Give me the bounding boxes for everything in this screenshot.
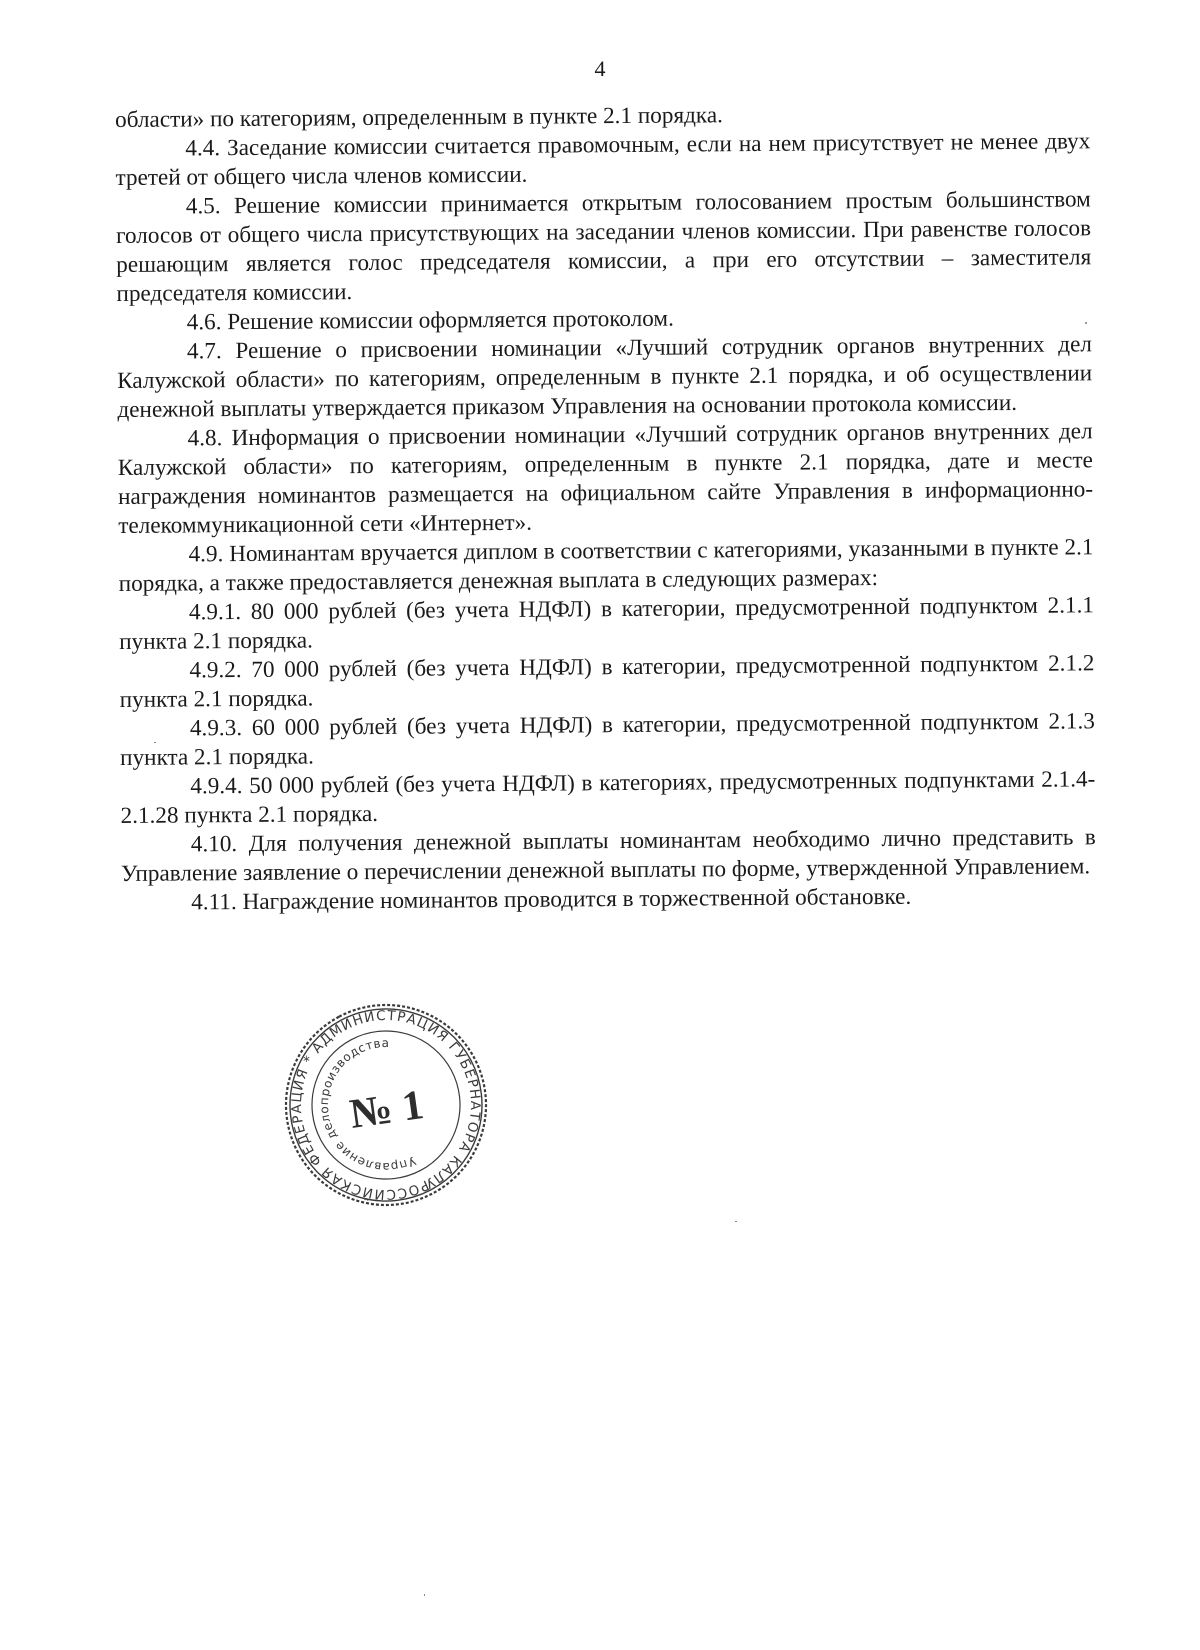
paragraph-4-9-4: 4.9.4. 50 000 рублей (без учета НДФЛ) в категориях, предусмотренных подпунктами 2.1.4-2.1.28 пункта 2.1 порядка.	[120, 766, 1096, 829]
paragraph-4-9: 4.9. Номинантам вручается диплом в соответствии с категориями, указанными в пункте 2.1 порядка, а также предоставляется денежная выплата в следующих размерах:	[118, 534, 1094, 597]
scan-speck	[424, 1594, 425, 1596]
scan-speck	[154, 742, 156, 743]
paragraph-4-9-1: 4.9.1. 80 000 рублей (без учета НДФЛ) в категории, предусмотренной подпунктом 2.1.1 пункта 2.1 порядка.	[119, 592, 1095, 655]
document-body	[115, 98, 1096, 918]
seal-outer-text: РОССИЙСКАЯ ФЕДЕРАЦИЯ * АДМИНИСТРАЦИЯ ГУБЕРНАТОРА КАЛУЖСКОЙ	[288, 1007, 484, 1203]
paragraph-4-9-3: 4.9.3. 60 000 рублей (без учета НДФЛ) в категории, предусмотренной подпунктом 2.1.3 пункта 2.1 порядка.	[120, 708, 1095, 771]
paragraph-4-4: 4.4. Заседание комиссии считается правомочным, если на нем присутствует не менее двух третей от общего числа членов комиссии.	[115, 128, 1091, 191]
official-seal-stamp	[284, 1003, 488, 1207]
paragraph-4-8: 4.8. Информация о присвоении номинации «Лучший сотрудник органов внутренних дел Калужской области» по категориям, определенным в пункте 2.1 порядка, дате и месте награждения номинантов размещается на официальном сайте Управления в информационно-телекоммуникационной сети «Интернет».	[117, 418, 1094, 539]
paragraph-4-5: 4.5. Решение комиссии принимается открытым голосованием простым большинством голосов от общего числа присутствующих на заседании членов комиссии. При равенстве голосов решающим является голос председателя комиссии, а при его отсутствии – заместителя председателя комиссии.	[115, 186, 1092, 307]
seal-number: № 1	[346, 1082, 427, 1138]
scan-speck	[735, 1221, 737, 1222]
paragraph-4-6: 4.6. Решение комиссии оформляется протоколом.	[186, 305, 674, 336]
paragraph-4-9-2: 4.9.2. 70 000 рублей (без учета НДФЛ) в категории, предусмотренной подпунктом 2.1.2 пункта 2.1 порядка.	[119, 650, 1095, 713]
scan-speck	[1085, 322, 1087, 324]
paragraph-4-3-continuation: области» по категориям, определенным в пункте 2.1 порядка.	[115, 102, 723, 133]
paragraph-4-11: 4.11. Награждение номинантов проводится в торжественной обстановке.	[191, 883, 912, 916]
paragraph-4-10: 4.10. Для получения денежной выплаты номинантам необходимо лично представить в Управление заявление о перечислении денежной выплаты по форме, утвержденной Управлением.	[120, 824, 1096, 887]
paragraph-4-7: 4.7. Решение о присвоении номинации «Лучший сотрудник органов внутренних дел Калужской области» по категориям, определенным в пункте 2.1 порядка, и об осуществлении денежной выплаты утверждается приказом Управления на основании протокола комиссии.	[117, 331, 1093, 423]
seal-inner-text: Управление делопроизводства	[316, 1035, 418, 1175]
page-number: 4	[594, 56, 606, 81]
